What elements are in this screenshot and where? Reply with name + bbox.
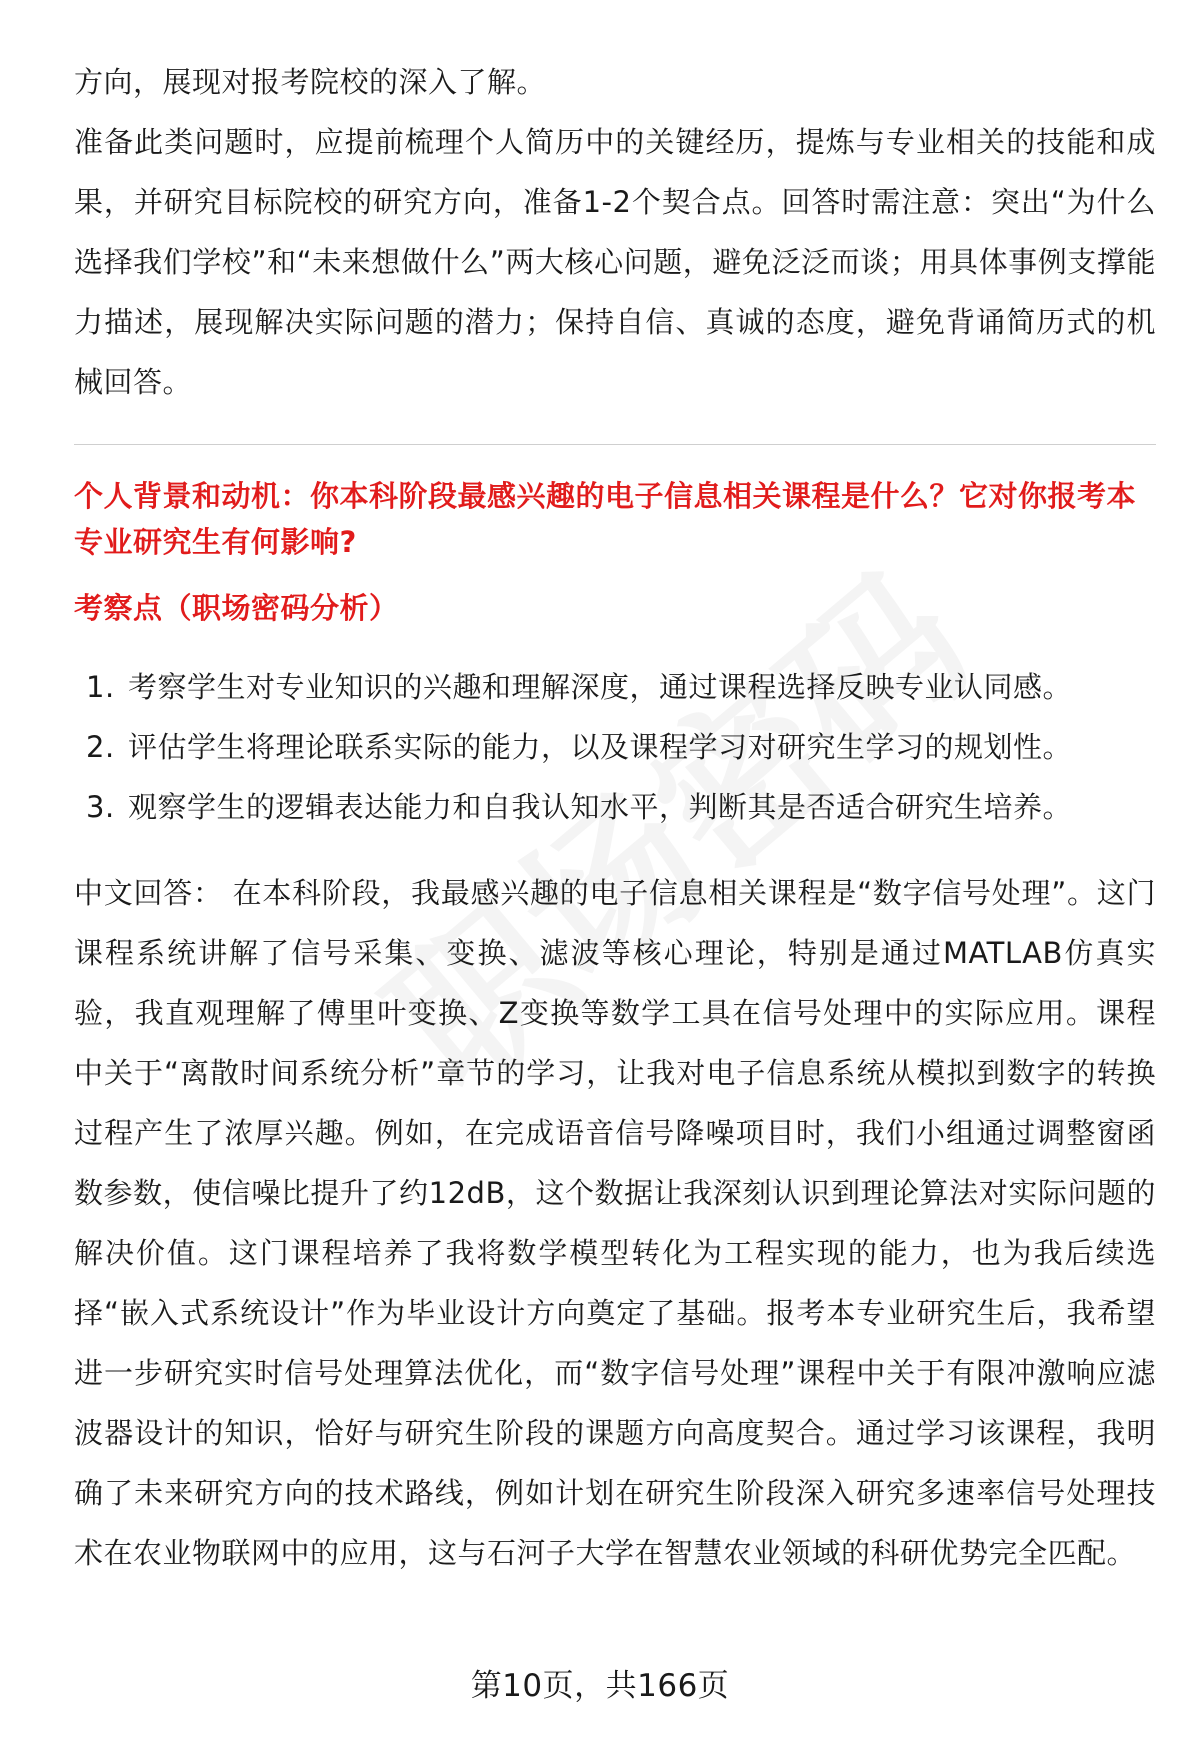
answer-paragraph: 中文回答： 在本科阶段，我最感兴趣的电子信息相关课程是“数字信号处理”。这门课程系统讲解了信号采集、变换、滤波等核心理论，特别是通过MATLAB仿真实验，我直观理解了傅里叶变换、Z变换等数学工具在信号处理中的实际应用。课程中关于“离散时间系统分析”章节的学习，让我对电子信息系统从模拟到数字的转换过程产生了浓厚兴趣。例如，在完成语音信号降噪项目时，我们小组通过调整窗函数参数，使信噪比提升了约12dB，这个数据让我深刻认识到理论算法对实际问题的解决价值。这门课程培养了我将数学模型转化为工程实现的能力，也为我后续选择“嵌入式系统设计”作为毕业设计方向奠定了基础。报考本专业研究生后，我希望进一步研究实时信号处理算法优化，而“数字信号处理”课程中关于有限冲激响应滤波器设计的知识，恰好与研究生阶段的课题方向高度契合。通过学习该课程，我明确了未来研究方向的技术路线，例如计划在研究生阶段深入研究多速率信号处理技术在农业物联网中的应用，这与石河子大学在智慧农业领域的科研优势完全匹配。 bbox=[74, 876, 1156, 1570]
list-item-number: 3. bbox=[86, 790, 115, 824]
list-item-number: 2. bbox=[86, 730, 115, 764]
question-heading: 个人背景和动机：你本科阶段最感兴趣的电子信息相关课程是什么？它对你报考本专业研究生有何影响? bbox=[74, 479, 1137, 559]
list-item-text: 评估学生将理论联系实际的能力，以及课程学习对研究生学习的规划性。 bbox=[128, 730, 1073, 764]
list-item-number: 1. bbox=[86, 670, 115, 704]
assessment-list bbox=[74, 657, 1156, 837]
section-divider bbox=[74, 444, 1156, 445]
page-number: 第10页，共166页 bbox=[470, 1668, 730, 1704]
intro-paragraph-2: 准备此类问题时，应提前梳理个人简历中的关键经历，提炼与专业相关的技能和成果，并研究目标院校的研究方向，准备1-2个契合点。回答时需注意：突出“为什么选择我们学校”和“未来想做什么”两大核心问题，避免泛泛而谈；用具体事例支撑能力描述，展现解决实际问题的潜力；保持自信、真诚的态度，避免背诵简历式的机械回答。 bbox=[74, 125, 1156, 399]
list-item-text: 考察学生对专业知识的兴趣和理解深度，通过课程选择反映专业认同感。 bbox=[128, 670, 1073, 704]
list-item bbox=[86, 717, 1156, 777]
list-item bbox=[86, 657, 1156, 717]
list-item bbox=[86, 777, 1156, 837]
list-item-text: 观察学生的逻辑表达能力和自我认知水平，判断其是否适合研究生培养。 bbox=[128, 790, 1073, 824]
assessment-heading: 考察点（职场密码分析） bbox=[74, 591, 399, 625]
intro-paragraph-1: 方向，展现对报考院校的深入了解。 bbox=[74, 65, 547, 99]
document-page bbox=[74, 52, 1156, 1583]
